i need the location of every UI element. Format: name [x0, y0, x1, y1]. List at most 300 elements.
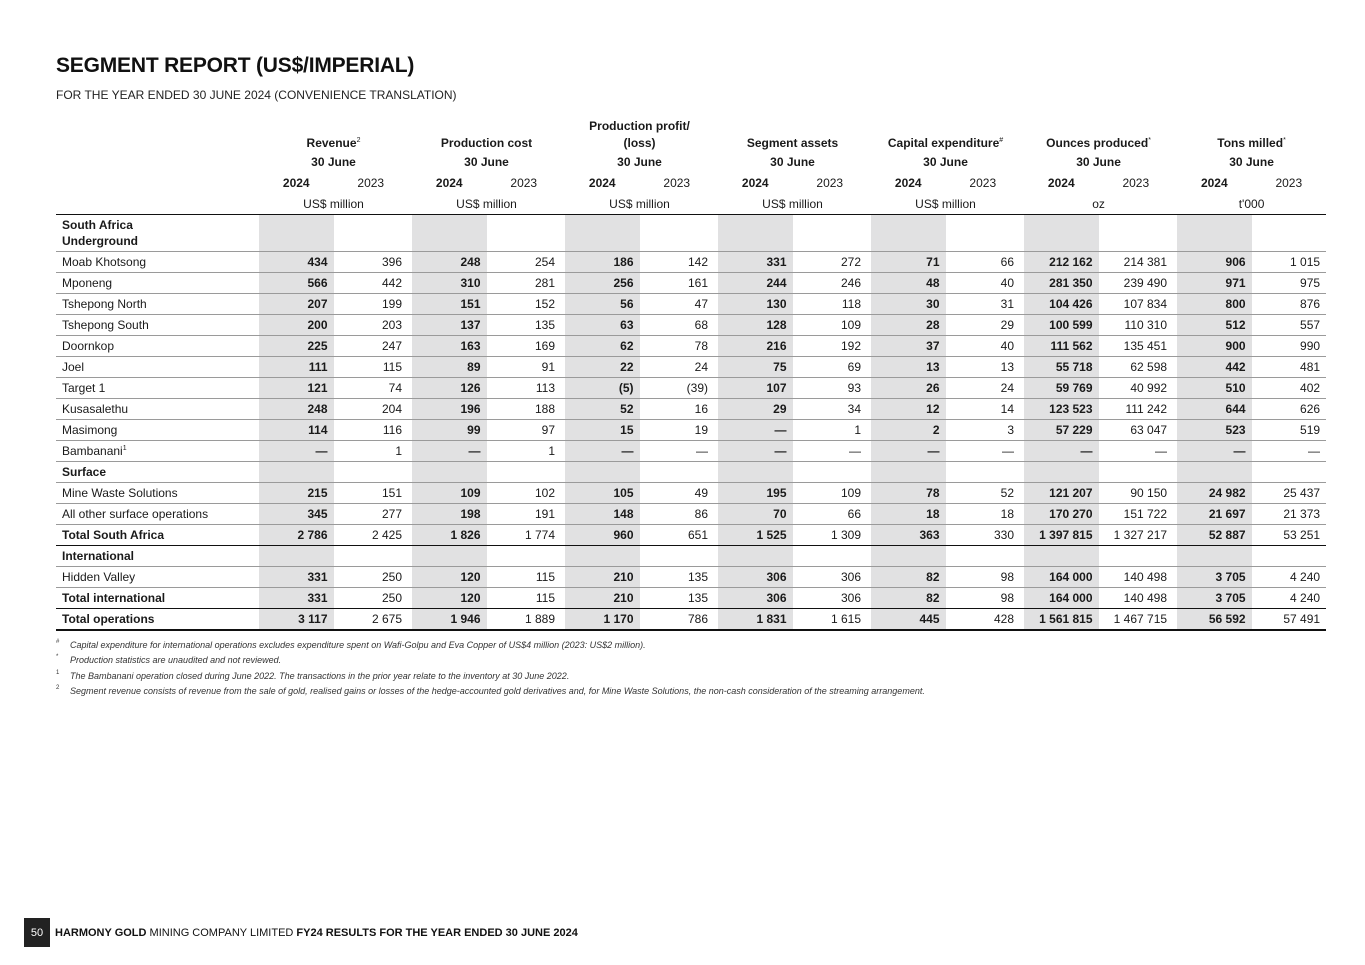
row-label-text: All other surface operations: [62, 507, 209, 521]
cell-prior: 152: [487, 294, 562, 315]
cell-prior: 16: [640, 399, 715, 420]
cell-current: 310: [412, 273, 487, 294]
page-subtitle: FOR THE YEAR ENDED 30 JUNE 2024 (CONVENIENCE TRANSLATION): [56, 88, 457, 102]
cell-current: [718, 462, 793, 483]
column-unit: US$ million: [565, 194, 714, 215]
cell-prior: 1 327 217: [1099, 525, 1174, 546]
cell-prior: [946, 462, 1021, 483]
cell-prior: 786: [640, 609, 715, 631]
total-row: [56, 525, 1326, 546]
row-footnote-mark: 1: [122, 445, 127, 452]
cell-current: 71: [871, 252, 946, 273]
cell-current: 120: [412, 588, 487, 609]
cell-current: 906: [1177, 252, 1252, 273]
cell-current: 170 270: [1024, 504, 1099, 525]
cell-prior: —: [793, 441, 868, 462]
row-label-text: Tshepong North: [62, 297, 147, 311]
cell-prior: 118: [793, 294, 868, 315]
cell-prior: 115: [487, 567, 562, 588]
column-unit: t'000: [1177, 194, 1326, 215]
footnote-text: The Bambanani operation closed during June 2022. The transactions in the prior year relate to the inventory at 30 June 2022.: [70, 670, 570, 681]
cell-current: 442: [1177, 357, 1252, 378]
cell-prior: 1 015: [1252, 252, 1327, 273]
footer-company-rest: MINING COMPANY LIMITED: [149, 927, 294, 939]
footnote: [56, 637, 1305, 652]
cell-prior: [1099, 546, 1174, 567]
row-label: [56, 525, 259, 546]
row-label-text: Total South Africa: [62, 528, 164, 542]
cell-current: —: [412, 441, 487, 462]
cell-prior: 140 498: [1099, 567, 1174, 588]
cell-current: 1 831: [718, 609, 793, 631]
column-unit: US$ million: [259, 194, 408, 215]
cell-prior: 1: [793, 420, 868, 441]
cell-current: 21 697: [1177, 504, 1252, 525]
cell-prior: 109: [793, 483, 868, 504]
section-row: [56, 215, 1326, 252]
cell-prior: 151: [334, 483, 409, 504]
table-row: [56, 315, 1326, 336]
cell-prior: 66: [793, 504, 868, 525]
cell-prior: 135: [640, 567, 715, 588]
cell-prior: 111 242: [1099, 399, 1174, 420]
cell-prior: 14: [946, 399, 1021, 420]
cell-prior: [1099, 215, 1174, 252]
cell-prior: [1252, 215, 1327, 252]
footnote-mark: *: [56, 653, 59, 660]
row-label-text: Hidden Valley: [62, 570, 136, 584]
cell-current: 512: [1177, 315, 1252, 336]
cell-current: [1024, 462, 1099, 483]
cell-prior: 203: [334, 315, 409, 336]
table-row: [56, 294, 1326, 315]
year-prior: 2023: [1122, 176, 1150, 190]
cell-prior: [487, 215, 562, 252]
cell-prior: 13: [946, 357, 1021, 378]
cell-current: —: [871, 441, 946, 462]
table-row: [56, 378, 1326, 399]
row-label-text: Total operations: [62, 612, 155, 626]
cell-current: 248: [259, 399, 334, 420]
cell-current: 200: [259, 315, 334, 336]
cell-prior: [793, 215, 868, 252]
cell-current: 26: [871, 378, 946, 399]
cell-current: [259, 546, 334, 567]
cell-prior: 142: [640, 252, 715, 273]
cell-current: 13: [871, 357, 946, 378]
cell-prior: 626: [1252, 399, 1327, 420]
column-name: Revenue: [306, 136, 357, 150]
page-title: SEGMENT REPORT (US$/IMPERIAL): [56, 54, 415, 77]
row-label: [56, 420, 259, 441]
cell-prior: 25 437: [1252, 483, 1327, 504]
row-label: [56, 357, 259, 378]
column-header: [259, 114, 408, 152]
cell-current: 644: [1177, 399, 1252, 420]
year-prior: 2023: [969, 176, 997, 190]
cell-current: 248: [412, 252, 487, 273]
cell-prior: 402: [1252, 378, 1327, 399]
cell-current: 207: [259, 294, 334, 315]
cell-current: [565, 215, 640, 252]
cell-current: 900: [1177, 336, 1252, 357]
footer-text: [55, 927, 578, 939]
cell-prior: 21 373: [1252, 504, 1327, 525]
cell-current: [259, 462, 334, 483]
cell-prior: 428: [946, 609, 1021, 631]
cell-prior: 18: [946, 504, 1021, 525]
column-name: Tons milled: [1217, 136, 1284, 150]
column-name-line2: (loss): [623, 136, 656, 150]
cell-current: 445: [871, 609, 946, 631]
cell-prior: 24: [946, 378, 1021, 399]
cell-current: [871, 546, 946, 567]
cell-current: 55 718: [1024, 357, 1099, 378]
column-unit: oz: [1024, 194, 1173, 215]
cell-prior: [487, 462, 562, 483]
cell-prior: [640, 462, 715, 483]
cell-current: 70: [718, 504, 793, 525]
cell-current: 148: [565, 504, 640, 525]
column-date: 30 June: [923, 155, 968, 169]
cell-current: [412, 462, 487, 483]
row-label: [56, 462, 259, 483]
cell-prior: 247: [334, 336, 409, 357]
table-row: [56, 420, 1326, 441]
cell-current: 128: [718, 315, 793, 336]
cell-current: 186: [565, 252, 640, 273]
footer-company-bold: HARMONY GOLD: [55, 927, 147, 939]
cell-prior: [640, 215, 715, 252]
row-label-text: Moab Khotsong: [62, 255, 147, 269]
cell-current: 48: [871, 273, 946, 294]
cell-current: 195: [718, 483, 793, 504]
cell-current: 89: [412, 357, 487, 378]
row-label: [56, 609, 259, 631]
table-row: [56, 399, 1326, 420]
cell-prior: 135: [487, 315, 562, 336]
cell-prior: 396: [334, 252, 409, 273]
year-prior: 2023: [1275, 176, 1303, 190]
cell-current: 56: [565, 294, 640, 315]
cell-current: 306: [718, 567, 793, 588]
cell-current: 212 162: [1024, 252, 1099, 273]
column-header: [565, 114, 714, 152]
cell-current: 363: [871, 525, 946, 546]
column-name: Production cost: [440, 136, 533, 150]
cell-current: —: [718, 420, 793, 441]
row-label-text: Tshepong South: [62, 318, 149, 332]
cell-prior: 2 425: [334, 525, 409, 546]
cell-current: 800: [1177, 294, 1252, 315]
cell-prior: —: [1099, 441, 1174, 462]
cell-current: 566: [259, 273, 334, 294]
cell-current: 3 705: [1177, 567, 1252, 588]
row-label: [56, 588, 259, 609]
cell-current: 24 982: [1177, 483, 1252, 504]
row-label: [56, 546, 259, 567]
cell-prior: 3: [946, 420, 1021, 441]
cell-prior: 78: [640, 336, 715, 357]
year-prior: 2023: [510, 176, 538, 190]
cell-prior: 49: [640, 483, 715, 504]
cell-prior: 2 675: [334, 609, 409, 631]
cell-prior: 272: [793, 252, 868, 273]
footnote-mark: 1: [56, 669, 60, 676]
footnote-mark: 2: [56, 684, 60, 691]
cell-prior: 4 240: [1252, 567, 1327, 588]
cell-current: —: [565, 441, 640, 462]
cell-prior: 1 309: [793, 525, 868, 546]
cell-current: 164 000: [1024, 567, 1099, 588]
cell-prior: 110 310: [1099, 315, 1174, 336]
cell-current: —: [1177, 441, 1252, 462]
cell-prior: [946, 546, 1021, 567]
column-footnote-mark: 2: [356, 137, 361, 144]
cell-current: 1 826: [412, 525, 487, 546]
cell-prior: 876: [1252, 294, 1327, 315]
cell-prior: 68: [640, 315, 715, 336]
cell-current: [871, 215, 946, 252]
cell-prior: 91: [487, 357, 562, 378]
cell-current: 114: [259, 420, 334, 441]
column-unit: US$ million: [412, 194, 561, 215]
cell-current: [259, 215, 334, 252]
cell-current: [718, 215, 793, 252]
cell-current: 1 397 815: [1024, 525, 1099, 546]
cell-current: 971: [1177, 273, 1252, 294]
cell-current: 1 946: [412, 609, 487, 631]
cell-prior: 98: [946, 567, 1021, 588]
cell-prior: [334, 546, 409, 567]
cell-current: 82: [871, 588, 946, 609]
year-current: 2024: [435, 176, 463, 190]
cell-prior: [1252, 546, 1327, 567]
row-label-text: Masimong: [62, 423, 118, 437]
column-unit: US$ million: [871, 194, 1020, 215]
row-label: [56, 399, 259, 420]
footnote-text: Segment revenue consists of revenue from the sale of gold, realised gains or losses of the hedge-accounted gold derivatives and, for Mine Waste Solutions, the non-cash consideration of the streaming arrangement.: [70, 685, 925, 696]
cell-current: 111: [259, 357, 334, 378]
row-label: [56, 567, 259, 588]
cell-current: [1177, 546, 1252, 567]
table-row: [56, 273, 1326, 294]
cell-prior: 62 598: [1099, 357, 1174, 378]
cell-prior: 442: [334, 273, 409, 294]
cell-prior: 52: [946, 483, 1021, 504]
cell-prior: 40: [946, 273, 1021, 294]
cell-prior: 24: [640, 357, 715, 378]
cell-current: 130: [718, 294, 793, 315]
cell-prior: (39): [640, 378, 715, 399]
cell-current: 331: [259, 567, 334, 588]
cell-current: 331: [259, 588, 334, 609]
cell-current: 198: [412, 504, 487, 525]
column-header: [1024, 114, 1173, 152]
cell-prior: 107 834: [1099, 294, 1174, 315]
footnote: [56, 668, 1305, 683]
cell-prior: 481: [1252, 357, 1327, 378]
cell-current: 104 426: [1024, 294, 1099, 315]
cell-current: 151: [412, 294, 487, 315]
column-date: 30 June: [1076, 155, 1121, 169]
cell-current: 225: [259, 336, 334, 357]
row-label: [56, 252, 259, 273]
cell-prior: 192: [793, 336, 868, 357]
year-current: 2024: [741, 176, 769, 190]
cell-current: [718, 546, 793, 567]
column-date: 30 June: [617, 155, 662, 169]
cell-prior: 330: [946, 525, 1021, 546]
year-current: 2024: [1200, 176, 1228, 190]
row-label-text: Mponeng: [62, 276, 113, 290]
cell-prior: [334, 462, 409, 483]
cell-current: 164 000: [1024, 588, 1099, 609]
cell-current: 1 525: [718, 525, 793, 546]
row-label: [56, 294, 259, 315]
table-row: [56, 336, 1326, 357]
cell-current: 281 350: [1024, 273, 1099, 294]
table-row: [56, 252, 1326, 273]
table-row: [56, 483, 1326, 504]
footnotes: [56, 637, 1305, 698]
cell-current: 331: [718, 252, 793, 273]
footnote-text: Production statistics are unaudited and not reviewed.: [70, 654, 282, 665]
segment-table: [56, 114, 1326, 631]
cell-prior: —: [946, 441, 1021, 462]
cell-current: 22: [565, 357, 640, 378]
cell-current: [1177, 462, 1252, 483]
cell-prior: 97: [487, 420, 562, 441]
cell-prior: 199: [334, 294, 409, 315]
cell-current: 78: [871, 483, 946, 504]
row-label: [56, 273, 259, 294]
cell-prior: 140 498: [1099, 588, 1174, 609]
cell-current: [1024, 546, 1099, 567]
cell-current: 523: [1177, 420, 1252, 441]
cell-prior: 191: [487, 504, 562, 525]
footer-report: FY24 RESULTS FOR THE YEAR ENDED 30 JUNE 2024: [296, 927, 578, 939]
column-header: [1177, 114, 1326, 152]
header-blank: [56, 173, 259, 194]
cell-current: [412, 546, 487, 567]
cell-current: 3 705: [1177, 588, 1252, 609]
cell-current: [1177, 215, 1252, 252]
cell-prior: 34: [793, 399, 868, 420]
cell-prior: 57 491: [1252, 609, 1327, 631]
cell-current: 105: [565, 483, 640, 504]
cell-current: 121 207: [1024, 483, 1099, 504]
column-date: 30 June: [464, 155, 509, 169]
cell-current: 510: [1177, 378, 1252, 399]
cell-prior: 250: [334, 567, 409, 588]
cell-current: 30: [871, 294, 946, 315]
cell-prior: 239 490: [1099, 273, 1174, 294]
cell-prior: 135 451: [1099, 336, 1174, 357]
column-name: Ounces produced: [1046, 136, 1149, 150]
cell-prior: 169: [487, 336, 562, 357]
cell-current: 82: [871, 567, 946, 588]
cell-prior: [1099, 462, 1174, 483]
cell-current: —: [718, 441, 793, 462]
cell-current: 1 561 815: [1024, 609, 1099, 631]
cell-prior: 29: [946, 315, 1021, 336]
header-blank: [56, 114, 259, 152]
cell-current: [565, 546, 640, 567]
row-label: [56, 378, 259, 399]
cell-current: [1024, 215, 1099, 252]
cell-current: 75: [718, 357, 793, 378]
row-label-text: Kusasalethu: [62, 402, 129, 416]
year-current: 2024: [588, 176, 616, 190]
cell-prior: 246: [793, 273, 868, 294]
cell-prior: 66: [946, 252, 1021, 273]
cell-prior: 281: [487, 273, 562, 294]
cell-prior: 53 251: [1252, 525, 1327, 546]
footnote-mark: #: [56, 638, 60, 645]
row-label-text: International: [62, 549, 135, 563]
cell-prior: 254: [487, 252, 562, 273]
cell-prior: [793, 546, 868, 567]
row-label: [56, 215, 259, 252]
cell-prior: [1252, 462, 1327, 483]
row-label: [56, 315, 259, 336]
footnote: [56, 683, 1305, 698]
cell-prior: 1: [487, 441, 562, 462]
cell-prior: 557: [1252, 315, 1327, 336]
cell-prior: 115: [334, 357, 409, 378]
cell-prior: 31: [946, 294, 1021, 315]
cell-current: 63: [565, 315, 640, 336]
table-row: [56, 441, 1326, 462]
cell-current: 15: [565, 420, 640, 441]
table-row: [56, 357, 1326, 378]
cell-prior: 40 992: [1099, 378, 1174, 399]
cell-current: 163: [412, 336, 487, 357]
cell-current: 120: [412, 567, 487, 588]
cell-prior: 116: [334, 420, 409, 441]
cell-prior: 90 150: [1099, 483, 1174, 504]
cell-current: 28: [871, 315, 946, 336]
cell-current: 960: [565, 525, 640, 546]
cell-current: 306: [718, 588, 793, 609]
cell-current: 111 562: [1024, 336, 1099, 357]
column-date: 30 June: [311, 155, 356, 169]
year-prior: 2023: [816, 176, 844, 190]
cell-prior: 1 889: [487, 609, 562, 631]
cell-prior: 651: [640, 525, 715, 546]
cell-prior: 1: [334, 441, 409, 462]
cell-prior: 63 047: [1099, 420, 1174, 441]
cell-current: 2: [871, 420, 946, 441]
row-label-text: Total international: [62, 591, 166, 605]
cell-prior: 306: [793, 567, 868, 588]
row-label-text: Doornkop: [62, 339, 115, 353]
cell-prior: 306: [793, 588, 868, 609]
cell-prior: 161: [640, 273, 715, 294]
cell-prior: 19: [640, 420, 715, 441]
cell-current: 210: [565, 588, 640, 609]
cell-current: [871, 462, 946, 483]
footnote: [56, 652, 1305, 667]
cell-prior: 93: [793, 378, 868, 399]
cell-prior: 214 381: [1099, 252, 1174, 273]
cell-prior: 109: [793, 315, 868, 336]
cell-prior: 519: [1252, 420, 1327, 441]
row-label-text: South Africa: [62, 218, 133, 232]
cell-prior: 204: [334, 399, 409, 420]
cell-current: —: [259, 441, 334, 462]
